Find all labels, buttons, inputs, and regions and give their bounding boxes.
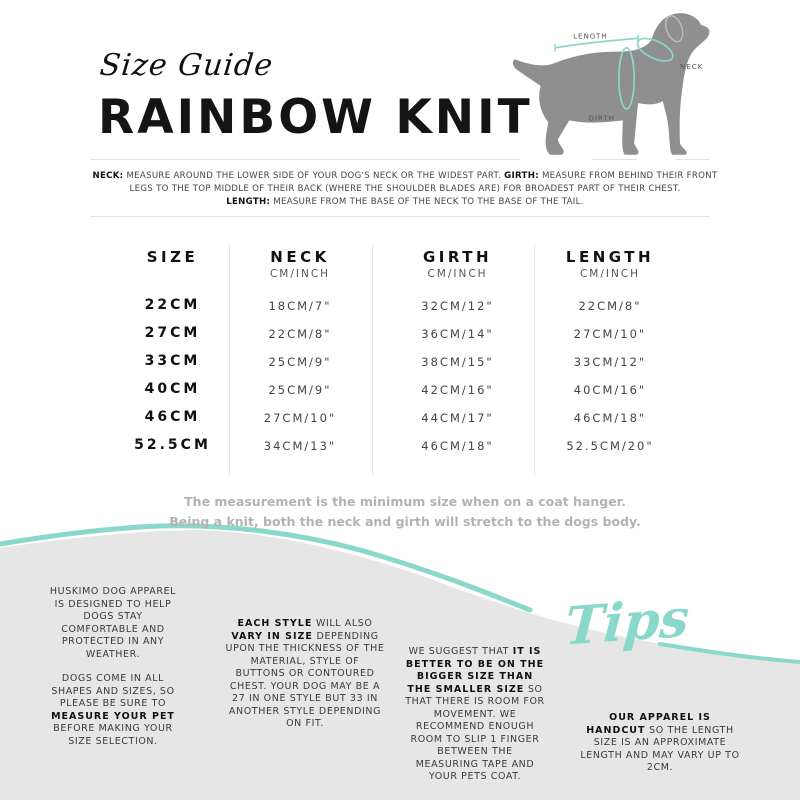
table-row-length: 33CM/12" <box>573 355 647 369</box>
neck-instruction: MEASURE AROUND THE LOWER SIDE OF YOUR DOG'S NECK OR THE WIDEST PART. <box>123 171 505 181</box>
table-row-girth: 38CM/15" <box>421 355 494 369</box>
table-row-size: 52.5CM <box>134 437 211 453</box>
label-neck: NECK <box>680 61 704 71</box>
column-divider <box>372 245 373 475</box>
tips-heading: Tips <box>563 587 692 658</box>
header-divider-left <box>90 159 520 160</box>
table-row-neck: 18CM/7" <box>268 299 332 313</box>
table-row-girth: 32CM/12" <box>421 299 494 313</box>
tip-4: OUR APPAREL IS HANDCUT SO THE LENGTH SIZE IS AN APPROXIMATE LENGTH AND MAY VARY UP TO 2CM. <box>580 712 740 773</box>
table-row-neck: 22CM/8" <box>268 327 332 341</box>
table-row-length: 40CM/16" <box>573 383 647 397</box>
column-header-length: LENGTH CM/INCH <box>565 248 655 280</box>
label-length: LENGTH <box>573 31 608 41</box>
table-row-girth: 46CM/18" <box>421 439 494 453</box>
table-row-size: 33CM <box>144 353 201 369</box>
length-instruction: MEASURE FROM THE BASE OF THE NECK TO THE BASE OF THE TAIL. <box>270 197 584 207</box>
table-row-length: 22CM/8" <box>578 299 642 313</box>
girth-instruction: MEASURE FROM BEHIND THEIR FRONT LEGS TO THE TOP MIDDLE OF THEIR BACK (WHERE THE SHOULDER BLADES ARE) FOR BROADEST PART OF THEIR CHEST. <box>129 171 718 194</box>
table-row-girth: 36CM/14" <box>421 327 494 341</box>
table-row-size: 22CM <box>144 297 201 313</box>
table-row-girth: 44CM/17" <box>421 411 494 425</box>
column-header-size: SIZE <box>146 248 199 266</box>
column-divider <box>534 245 535 475</box>
column-header-girth: GIRTH CM/INCH <box>422 248 493 280</box>
table-row-girth: 42CM/16" <box>421 383 494 397</box>
table-row-size: 40CM <box>144 381 201 397</box>
size-guide-script-title: Size Guide <box>98 48 275 83</box>
table-row-length: 46CM/18" <box>573 411 647 425</box>
tip-3: WE SUGGEST THAT IT IS BETTER TO BE ON THE BIGGER SIZE THAN THE SMALLER SIZE SO THAT THERE IS ROOM FOR MOVEMENT. WE RECOMMEND ENOUGH ROOM TO SLIP 1 FINGER BETWEEN THE MEASURING TAPE AND YOUR PETS COAT. <box>405 646 545 782</box>
description-divider <box>90 216 710 217</box>
size-table <box>120 240 680 475</box>
measurement-instructions <box>90 170 720 209</box>
table-row-neck: 27CM/10" <box>263 411 337 425</box>
table-row-neck: 25CM/9" <box>268 383 332 397</box>
label-girth: GIRTH <box>588 113 615 123</box>
page-title: RAINBOW KNIT <box>98 90 533 145</box>
knit-stretch-note: The measurement is the minimum size when on a coat hanger. Being a knit, both the neck and girth will stretch to the dogs body. <box>169 494 641 529</box>
dog-silhouette-icon <box>513 13 710 155</box>
tip-1: HUSKIMO DOG APPAREL IS DESIGNED TO HELP DOGS STAY COMFORTABLE AND PROTECTED IN ANY WEATHER. DOGS COME IN ALL SHAPES AND SIZES, SO PLEASE BE SURE TO MEASURE YOUR PET BEFORE MAKING YOUR SIZE SELECTION. <box>49 586 177 747</box>
neck-label: NECK: <box>92 171 124 181</box>
table-row-size: 27CM <box>144 325 201 341</box>
table-row-size: 46CM <box>144 409 201 425</box>
length-label: LENGTH: <box>226 197 271 207</box>
column-header-neck: NECK CM/INCH <box>269 248 331 280</box>
table-row-length: 27CM/10" <box>573 327 647 341</box>
girth-label: GIRTH: <box>504 171 539 181</box>
table-row-length: 52.5CM/20" <box>566 439 654 453</box>
dog-measurement-diagram <box>512 6 722 166</box>
tip-2: EACH STYLE WILL ALSO VARY IN SIZE DEPENDING UPON THE THICKNESS OF THE MATERIAL, STYLE OF BUTTONS OR CONTOURED CHEST. YOUR DOG MAY BE A 27 IN ONE STYLE BUT 33 IN ANOTHER STYLE DEPENDING ON FIT. <box>225 618 385 729</box>
table-row-neck: 25CM/9" <box>268 355 332 369</box>
table-row-neck: 34CM/13" <box>263 439 337 453</box>
